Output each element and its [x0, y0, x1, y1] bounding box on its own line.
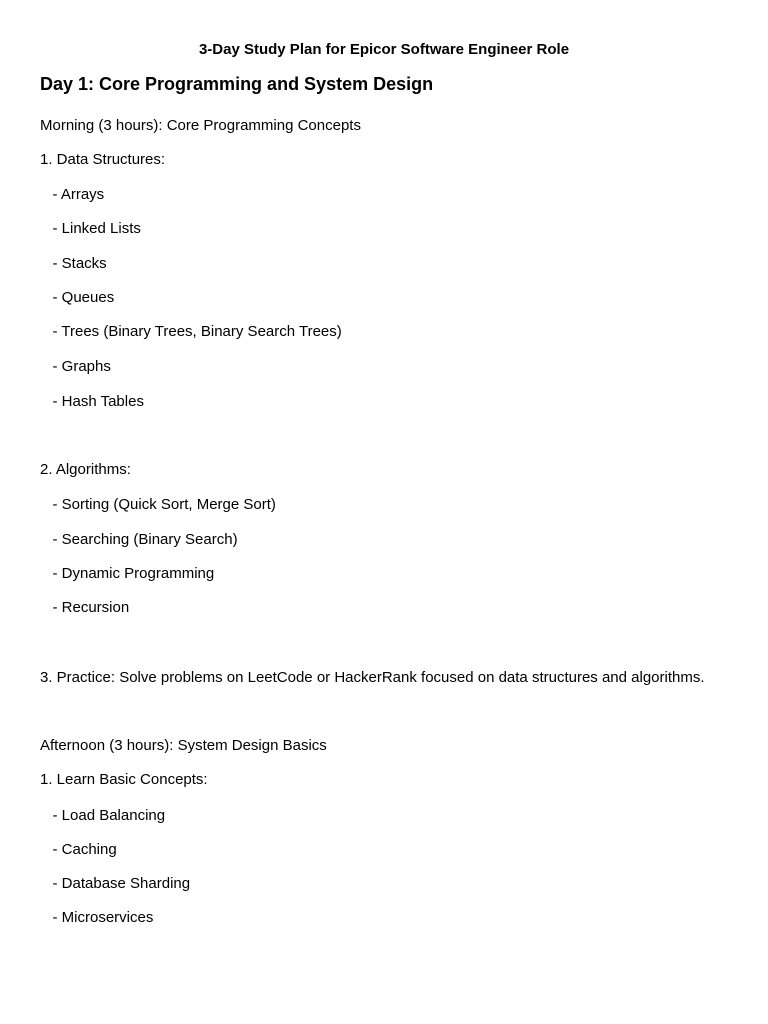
list-item: - Queues — [40, 289, 115, 306]
list-item: - Dynamic Programming — [40, 565, 215, 582]
practice-item: 3. Practice: Solve problems on LeetCode or HackerRank focused on data structures and algorithms. — [40, 669, 705, 686]
list-item: - Searching (Binary Search) — [40, 531, 238, 548]
algorithms-heading: 2. Algorithms: — [40, 461, 131, 478]
list-item: - Trees (Binary Trees, Binary Search Trees) — [40, 323, 342, 340]
list-item: - Database Sharding — [40, 875, 191, 892]
day-1-heading: Day 1: Core Programming and System Design — [40, 74, 434, 94]
list-item: - Stacks — [40, 255, 107, 272]
morning-section-heading: Morning (3 hours): Core Programming Concepts — [40, 117, 361, 134]
list-item: - Microservices — [40, 909, 154, 926]
basic-concepts-heading: 1. Learn Basic Concepts: — [40, 771, 208, 788]
list-item: - Hash Tables — [40, 393, 144, 410]
list-item: - Graphs — [40, 358, 111, 375]
list-item: - Sorting (Quick Sort, Merge Sort) — [40, 496, 276, 513]
afternoon-section-heading: Afternoon (3 hours): System Design Basics — [40, 737, 327, 754]
data-structures-heading: 1. Data Structures: — [40, 151, 166, 168]
list-item: - Linked Lists — [40, 220, 141, 237]
document-title: 3-Day Study Plan for Epicor Software Engineer Role — [198, 41, 570, 58]
list-item: - Arrays — [40, 186, 105, 203]
list-item: - Recursion — [40, 599, 130, 616]
list-item: - Load Balancing — [40, 807, 166, 824]
list-item: - Caching — [40, 841, 117, 858]
